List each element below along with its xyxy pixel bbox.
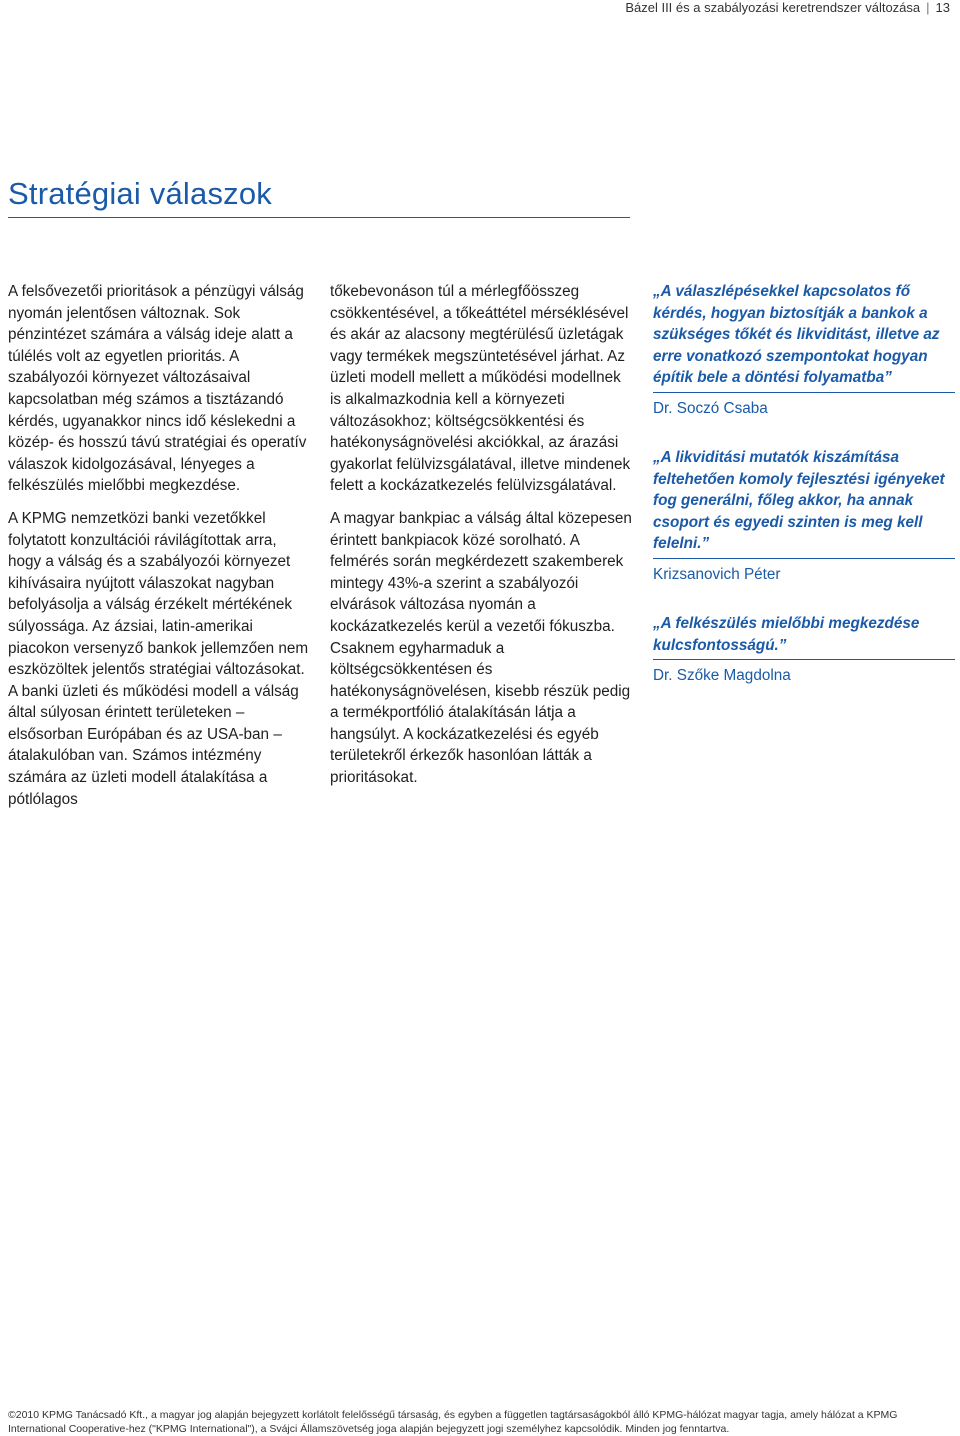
header-separator: | — [926, 0, 930, 15]
quote-3-text: „A felkészülés mielőbbi megkezdése kulcsfontosságú.” — [653, 614, 920, 654]
quote-1-author: Dr. Soczó Csaba — [653, 399, 768, 417]
column2-paragraph-2: A magyar bankpiac a válság által közepesen érintett bankpiacok közé sorolható. A felmérés során megkérdezett szakemberek mintegy 43%-a szerint a szabályozói elvárások változása nyomán a kockázatkezelés kerül a vezetői fókuszba. Csaknem egyharmaduk a költségcsökkentésen és hatékonyságnövelésen, kisebb részük pedig a termékportfólió átalakításán látja a hangsúlyt. A kockázatkezelési és egyéb területekről érkezők hasonlóan látták a prioritásokat. — [330, 509, 632, 787]
page-header — [625, 0, 950, 16]
section-title: Stratégiai válaszok — [8, 176, 630, 218]
quote-3 — [653, 613, 955, 660]
quote-3-author: Dr. Szőke Magdolna — [653, 667, 791, 685]
footer-line-1: ©2010 KPMG Tanácsadó Kft., a magyar jog alapján bejegyzett korlátolt felelősségű társaság, és egyben a független tagtársaságokból álló KPMG-hálózat magyar tagja, amely hálózat a KPMG — [8, 1409, 898, 1421]
header-page-number: 13 — [935, 0, 950, 15]
quote-block-2 — [653, 447, 955, 585]
text-column-2 — [330, 281, 632, 800]
header-doc-title: Bázel III és a szabályozási keretrendszer változása — [625, 0, 921, 15]
quote-2-text: „A likviditási mutatók kiszámítása feltehetően komoly fejlesztési igényeket fog generálni, főleg akkor, ha annak csoport és egyedi szinten is meg kell felelni.” — [653, 448, 945, 553]
quote-1 — [653, 281, 955, 393]
column1-paragraph-1: A felsővezetői prioritások a pénzügyi válság nyomán jelentősen változnak. Sok pénzintézet számára a válság ideje alatt a túlélés volt az egyetlen prioritás. A szabályozói környezet változásaival kapcsolatban még számos a tisztázandó kérdés, ugyanakkor nincs idő késlekedni a közép- és hosszú távú stratégiai és operatív válaszok kidolgozásával, lényeges a felkészülés mielőbbi megkezdése. — [8, 283, 307, 495]
footer-line-2: International Cooperative-hez ("KPMG International"), a Svájci Államszövetség joga alapján bejegyzett jogi személyhez kapcsolódik. Minden jog fenntartva. — [8, 1423, 730, 1435]
quotes-column — [653, 281, 955, 714]
quote-1-text: „A válaszlépésekkel kapcsolatos fő kérdés, hogyan biztosítják a bankok a szükséges tőkét és likviditást, illetve az erre vonatkozó szempontokat hogyan építik bele a döntési folyamatba” — [653, 283, 940, 387]
quote-block-3 — [653, 613, 955, 686]
page-footer — [8, 1408, 952, 1436]
text-column-1 — [8, 281, 310, 821]
column1-paragraph-2: A KPMG nemzetközi banki vezetőkkel folytatott konzultációi rávilágítottak arra, hogy a válság és a szabályozói környezet kihívásaira nyújtott válaszokat nagyban befolyásolja a válság érzékelt mértékének súlyossága. Az ázsiai, latin-amerikai piacokon versenyző bankok jellemzően nem eszközöltek jelentős stratégiai változásokat. A banki üzleti és működési modell a válság által súlyosan érintett területeken – elsősorban Európában és az USA-ban – átalakulóban van. Számos intézmény számára az üzleti modell átalakítása a pótlólagos — [8, 509, 309, 808]
quote-2-author: Krizsanovich Péter — [653, 565, 781, 583]
quote-2 — [653, 447, 955, 559]
quote-block-1 — [653, 281, 955, 419]
column2-paragraph-1: tőkebevonáson túl a mérlegfőösszeg csökkentésével, a tőkeáttétel mérséklésével és akár az alacsony megtérülésű üzletágak vagy termékek megszüntetésével járhat. Az üzleti modell mellett a működési modellnek is alkalmazkodnia kell a környezeti változásokhoz; költségcsökkentési és hatékonyságnövelési akciókkal, az árazási gyakorlat felülvizsgálatával, illetve mindenek felett a kockázatkezelés felülvizsgálatával. — [330, 283, 631, 495]
